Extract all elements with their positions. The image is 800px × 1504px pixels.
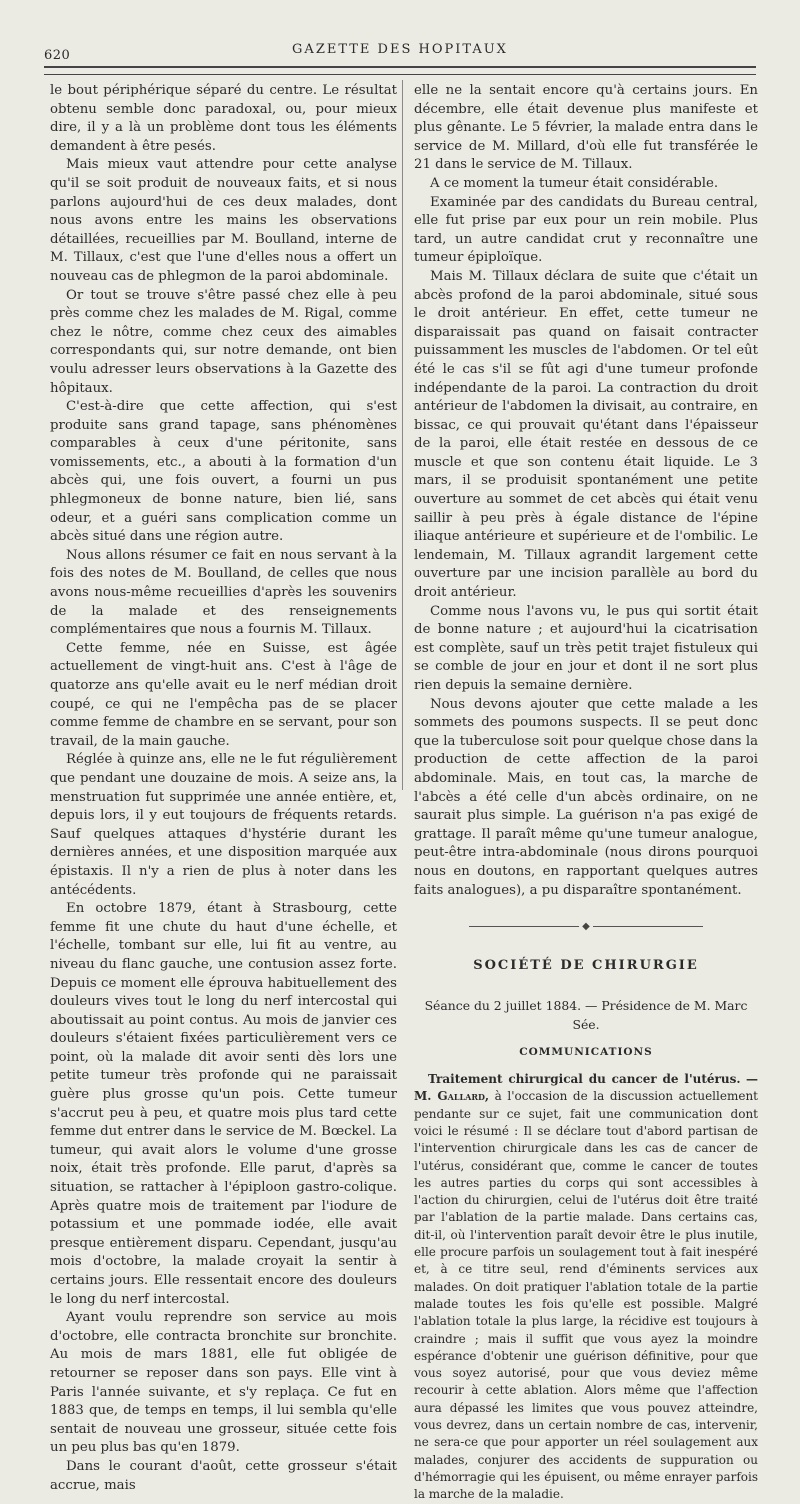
article-title: Traitement chirurgical du cancer de l'utérus.: [428, 1072, 741, 1087]
paragraph: Nous allons résumer ce fait en nous servant à la fois des notes de M. Boulland, de celles que nous avons nous-même recueillies d'après les souvenirs de la malade et des renseignements complémentaires que nous a fournis M. Tillaux.: [50, 547, 397, 638]
paragraph: Mais mieux vaut attendre pour cette analyse qu'il se soit produit de nouveaux faits, et si nous parlons aujourd'hui de ces deux malades, dont nous avons entre les mains les observations détaillées, recueillies par M. Boulland, interne de M. Tillaux, c'est que l'une d'elles nous a offert un nouveau cas de phlegmon de la paroi abdominale.: [50, 157, 397, 284]
paragraph: A ce moment la tumeur était considérable.: [430, 175, 719, 191]
article-body: à l'occasion de la discussion actuellement pendante sur ce sujet, fait une communication dont voici le résumé : Il se déclare tout d'abord partisan de l'intervention chirurgicale dans les cas de cancer de l'utérus, considérant que, comme le cancer de toutes les autres parties du corps qui sont accessibles à l'action du chirurgien, celui de l'utérus doit être traité par l'ablation de la partie malade. Dans certains cas, dit-il, où l'intervention paraît devoir être le plus inutile, elle procure parfois un soulagement tout à fait inespéré et, à ce titre seul, rend d'éminents services aux malades. On doit pratiquer l'ablation totale de la partie malade toutes les fois qu'elle est possible. Malgré l'ablation totale la plus large, la récidive est toujours à craindre ; mais il suffit que vous ayez la moindre espérance d'obtenir une guérison définitive, pour que vous soyez autorisé, pour que vous deviez même recourir à cette ablation. Alors même que l'affection aura dépassé les limites que vous pouvez atteindre, vous devrez, dans un certain nombre de cas, intervenir, ne sera-ce que pour apporter un réel soulagement aux malades, conjurer des accidents de suppuration ou d'hémorragie qui les épuisent, ou même enrayer parfois la marche de la maladie.: [414, 1089, 758, 1502]
section-heading: SOCIÉTÉ DE CHIRURGIE: [473, 957, 699, 973]
paragraph: Or tout se trouve s'être passé chez elle à peu près comme chez les malades de M. Rigal, comme chez le nôtre, comme chez ceux des aimables correspondants qui, sur notre demande, ont bien voulu adresser leurs observations à la Gazette des hôpitaux.: [50, 287, 397, 396]
paragraph: En octobre 1879, étant à Strasbourg, cette femme fit une chute du haut d'une échelle, et l'échelle, tombant sur elle, lui fit au ventre, au niveau du flanc gauche, une contusion assez forte. Depuis ce moment elle éprouva habituellement des douleurs vives tout le long du nerf intercostal qui aboutissait au point contus. Au mois de janvier ces douleurs s'étaient fixées particulièrement vers ce point, où la malade dit avoir senti dès lors une petite tumeur très profonde qui ne paraissait guère plus grosse qu'un pois. Cette tumeur s'accrut peu à peu, et quatre mois plus tard cette femme dut entrer dans le service de M. Bœckel. La tumeur, qui avait alors le volume d'une grosse noix, était très profonde. Elle parut, d'après sa situation, se rattacher à l'épiploon gastro-colique. Après quatre mois de traitement par l'iodure de potassium et une pommade iodée, elle avait presque entièrement disparu. Cependant, jusqu'au mois d'octobre, la malade croyait la sentir à certains jours. Elle ressentait encore des douleurs le long du nerf intercostal.: [50, 901, 397, 1307]
paragraph: elle ne la sentait encore qu'à certains jours. En décembre, elle était devenue plus manifeste et plus gênante. Le 5 février, la malade entra dans le service de M. Millard, d'où elle fut transférée le 21 dans le service de M. Tillaux.: [414, 83, 758, 173]
running-title: GAZETTE DES HOPITAUX: [292, 42, 508, 57]
left-column: [50, 82, 397, 1495]
article-author: — M. Gallard,: [414, 1072, 758, 1104]
article: [414, 1071, 758, 1503]
session-line: Séance du 2 juillet 1884. — Présidence de M. Marc Sée.: [424, 998, 748, 1032]
paragraph: Ayant voulu reprendre son service au mois d'octobre, elle contracta bronchite sur bronchite. Au mois de mars 1881, elle fut obligée de retourner se reposer dans son pays. Elle vint à Paris l'année suivante, et s'y replaça. Ce fut en 1883 que, de temps en temps, il lui sembla qu'elle sentait de nouveau une grosseur, située cette fois un peu plus bas qu'en 1879.: [50, 1310, 397, 1456]
paragraph: C'est-à-dire que cette affection, qui s'est produite sans grand tapage, sans phénomènes comparables à ceux d'une péritonite, sans vomissements, etc., a abouti à la formation d'un abcès qui, une fois ouvert, a fourni un pus phlegmoneux de bonne nature, bien lié, sans odeur, et a guéri sans complication comme un abcès situé dans une région autre.: [50, 399, 397, 545]
paragraph: le bout périphérique séparé du centre. Le résultat obtenu semble donc paradoxal, ou, pour mieux dire, il y a là un problème dont tous les éléments demandent à être pesés.: [50, 83, 397, 154]
paragraph: Mais M. Tillaux déclara de suite que c'était un abcès profond de la paroi abdominale, situé sous le droit antérieur. En effet, cette tumeur ne disparaissait pas quand on faisait contracter puissamment les muscles de l'abdomen. Or tel eût été le cas s'il se fût agi d'une tumeur profonde indépendante de la paroi. La contraction du droit antérieur de l'abdomen la divisait, au contraire, en bissac, ce qui prouvait qu'étant dans l'épaisseur de la paroi, elle était restée en dessous de ce muscle et que son contenu était liquide. Le 3 mars, il se produisit spontanément une petite ouverture au sommet de cet abcès qui était venu saillir à peu près à égale distance de l'épine iliaque antérieure et supérieure et de l'ombilic. Le lendemain, M. Tillaux agrandit largement cette ouverture par une incision parallèle au bord du droit antérieur.: [414, 268, 758, 601]
paragraph: Cette femme, née en Suisse, est âgée actuellement de vingt-huit ans. C'est à l'âge de quatorze ans qu'elle avait eu le nerf médian droit coupé, ce qui ne l'empêcha pas de se placer comme femme de chambre en se servant, pour son travail, de la main gauche.: [50, 640, 397, 749]
paragraph: Comme nous l'avons vu, le pus qui sortit était de bonne nature ; et aujourd'hui la cicatrisation est complète, sauf un très petit trajet fistuleux qui se comble de jour en jour et dont il ne sort plus rien depuis la semaine dernière.: [414, 603, 758, 693]
paragraph: Nous devons ajouter que cette malade a les sommets des poumons suspects. Il se peut donc que la tuberculose soit pour quelque chose dans la production de cette affection de la paroi abdominale. Mais, en tout cas, la marche de l'abcès a été celle d'un abcès ordinaire, on ne saurait plus simple. La guérison n'a pas exigé de grattage. Il paraît même qu'une tumeur analogue, peut-être intra-abdominale (nous dirons pourquoi nous en doutons, en rapportant quelques autres faits analogues), a pu disparaître spontanément.: [414, 696, 758, 898]
paragraph: Dans le courant d'août, cette grosseur s'était accrue, mais: [50, 1458, 397, 1493]
right-column: [414, 82, 758, 1504]
subsection-heading: COMMUNICATIONS: [519, 1045, 653, 1058]
section-separator: ◆: [414, 918, 758, 937]
column-divider: [402, 80, 403, 790]
article-paragraph: [414, 1071, 758, 1503]
header-rule: [44, 66, 756, 75]
page-number: 620: [44, 48, 71, 63]
paragraph: Réglée à quinze ans, elle ne le fut régulièrement que pendant une douzaine de mois. A seize ans, la menstruation fut supprimée une année entière, et, depuis lors, il y eut toujours de fréquents retards. Sauf quelques attaques d'hystérie durant les dernières années, et une disposition marquée aux épistaxis. Il n'y a rien de plus à noter dans les antécédents.: [50, 752, 397, 898]
paragraph: Examinée par des candidats du Bureau central, elle fut prise par eux pour un rein mobile. Plus tard, un autre candidat crut y reconnaître une tumeur épiploïque.: [414, 194, 758, 266]
